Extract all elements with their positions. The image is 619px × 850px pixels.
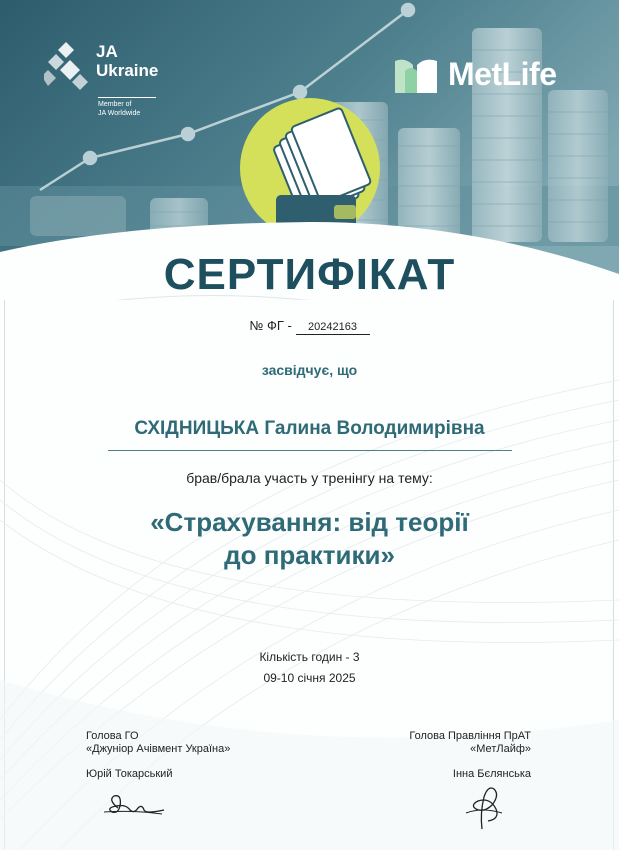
right-signatory-position: [409, 730, 531, 756]
ja-member-note: [98, 97, 156, 118]
metlife-wordmark: MetLife: [448, 56, 557, 92]
metlife-logo-icon: [393, 55, 439, 95]
certificate-title: СЕРТИФІКАТ: [163, 250, 456, 299]
left-signature-icon: [104, 790, 166, 820]
left-position-line-2: «Джуніор Ачівмент Україна»: [86, 743, 231, 755]
ja-worldwide-logo-icon: [44, 40, 90, 92]
right-signatory-name: Інна Бєлянська: [452, 768, 531, 780]
training-topic-line-2: до практики»: [224, 540, 395, 570]
left-signatory-position: [86, 730, 230, 756]
ja-wordmark-line-2: Ukraine: [96, 61, 159, 80]
money-wallet-icon: [240, 98, 380, 238]
certificate-number: [0, 318, 619, 335]
training-hours: Кількість годин - 3: [259, 650, 360, 664]
right-signature-icon: [462, 783, 508, 831]
ja-member-line-2: JA Worldwide: [98, 109, 141, 117]
left-signatory-name: Юрій Токарський: [86, 768, 173, 780]
certifies-text: засвідчує, що: [261, 362, 358, 378]
ja-wordmark-line-1: JA: [96, 42, 118, 61]
right-position-line-1: Голова Правління ПрАТ: [409, 730, 531, 742]
training-topic: [0, 506, 619, 572]
certificate-number-label: № ФГ -: [249, 318, 292, 333]
recipient-underline: [108, 450, 512, 451]
right-position-line-2: «МетЛайф»: [470, 743, 531, 755]
certificate-number-value: 20242163: [296, 320, 370, 335]
training-topic-line-1: «Страхування: від теорії: [150, 507, 469, 537]
ja-member-line-1: Member of: [98, 101, 132, 108]
left-position-line-1: Голова ГО: [86, 730, 139, 742]
ja-ukraine-wordmark: [96, 42, 158, 80]
participation-text: брав/брала участь у тренінгу на тему:: [186, 470, 433, 486]
recipient-name: СХІДНИЦЬКА Галина Володимирівна: [134, 418, 485, 439]
training-dates: 09-10 січня 2025: [263, 671, 356, 685]
